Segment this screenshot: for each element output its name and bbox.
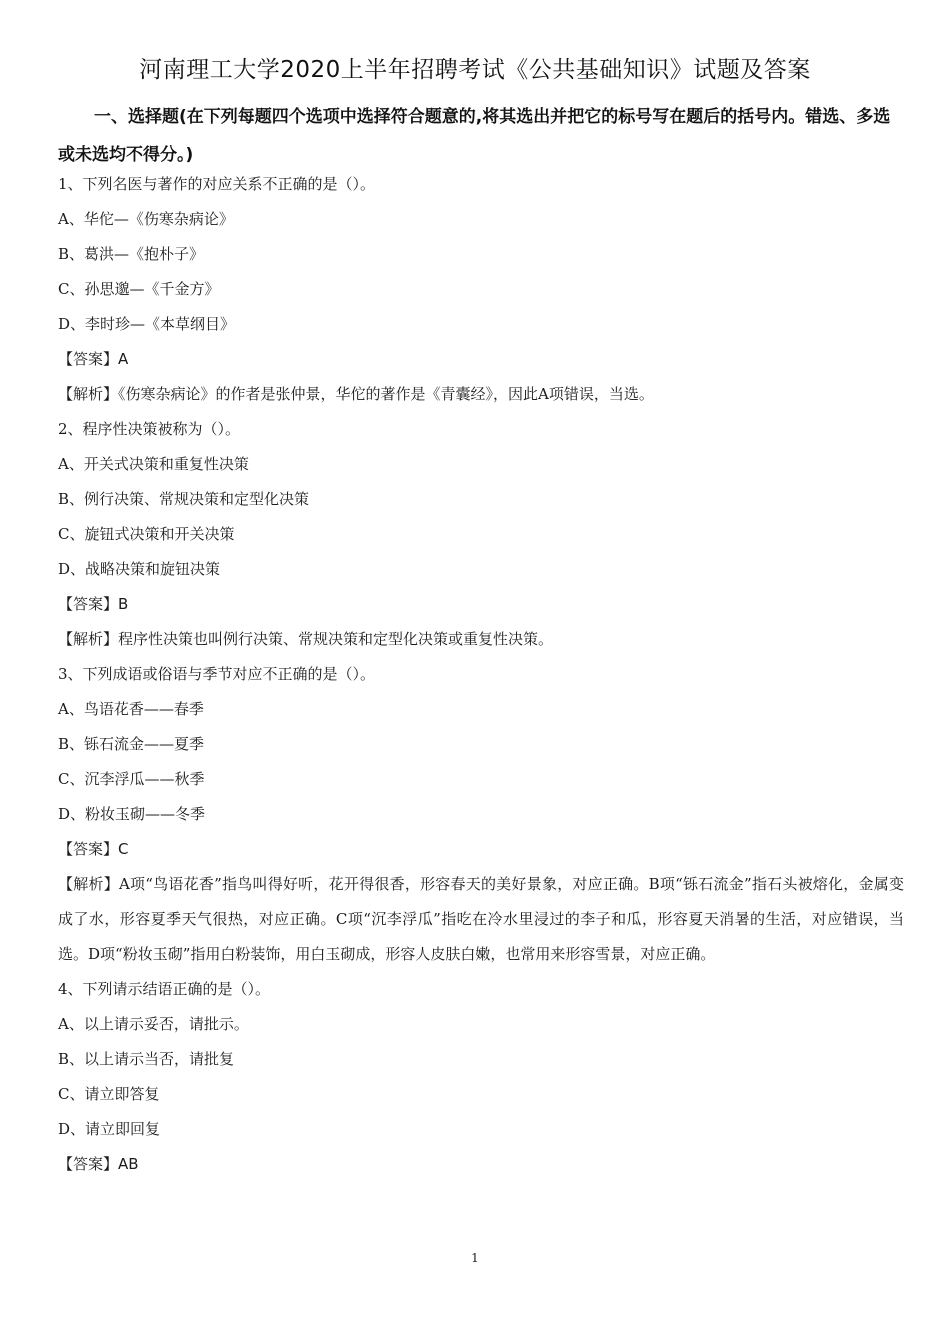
question-2 (58, 412, 904, 657)
option-a: A、华佗—《伤寒杂病论》 (58, 210, 234, 228)
option-b: B、例行决策、常规决策和定型化决策 (58, 490, 310, 508)
option-a: A、开关式决策和重复性决策 (58, 455, 249, 473)
question-stem: 3、下列成语或俗语与季节对应不正确的是（）。 (58, 665, 376, 683)
analysis-paragraph: 【解析】A项“鸟语花香”指鸟叫得好听，花开得很香，形容春天的美好景象，对应正确。B项“铄石流金”指石头被熔化，金属变成了水，形容夏季天气很热，对应正确。C项“沉李浮瓜”指吃在冷水里浸过的李子和瓜，形容夏天消暑的生活，对应错误，当选。D项“粉妆玉砌”指用白粉装饰，用白玉砌成，形容人皮肤白嫩，也常用来形容雪景，对应正确。 (58, 875, 904, 963)
option-b: B、葛洪—《抱朴子》 (58, 245, 205, 263)
question-stem: 1、下列名医与著作的对应关系不正确的是（）。 (58, 175, 376, 193)
option-b: B、以上请示当否，请批复 (58, 1050, 235, 1068)
option-d: D、请立即回复 (58, 1120, 161, 1138)
answer-line: 【答案】AB (58, 1155, 139, 1173)
option-d: D、李时珍—《本草纲目》 (58, 315, 236, 333)
option-c: C、孙思邈—《千金方》 (58, 280, 220, 298)
question-3 (58, 657, 904, 972)
option-d: D、粉妆玉砌——冬季 (58, 805, 206, 823)
questions-body (58, 167, 904, 1182)
answer-line: 【答案】A (58, 350, 129, 368)
analysis-line: 【解析】程序性决策也叫例行决策、常规决策和定型化决策或重复性决策。 (58, 630, 554, 648)
option-a: A、以上请示妥否，请批示。 (58, 1015, 249, 1033)
option-c: C、旋钮式决策和开关决策 (58, 525, 235, 543)
question-stem: 2、程序性决策被称为（）。 (58, 420, 241, 438)
answer-line: 【答案】B (58, 595, 129, 613)
document-title: 河南理工大学2020上半年招聘考试《公共基础知识》试题及答案 (139, 57, 811, 83)
question-stem: 4、下列请示结语正确的是（）。 (58, 980, 271, 998)
option-d: D、战略决策和旋钮决策 (58, 560, 221, 578)
section-heading: 一、选择题(在下列每题四个选项中选择符合题意的,将其选出并把它的标号写在题后的括号内。错选、多选或未选均不得分。) (58, 107, 891, 165)
answer-line: 【答案】C (58, 840, 129, 858)
question-4 (58, 972, 904, 1182)
option-a: A、鸟语花香——春季 (58, 700, 204, 718)
option-c: C、沉李浮瓜——秋季 (58, 770, 205, 788)
question-1 (58, 167, 904, 412)
option-b: B、铄石流金——夏季 (58, 735, 205, 753)
analysis-line: 【解析】《伤寒杂病论》的作者是张仲景，华佗的著作是《青囊经》，因此A项错误，当选。 (58, 385, 654, 403)
option-c: C、请立即答复 (58, 1085, 160, 1103)
page-number: 1 (471, 1251, 479, 1265)
